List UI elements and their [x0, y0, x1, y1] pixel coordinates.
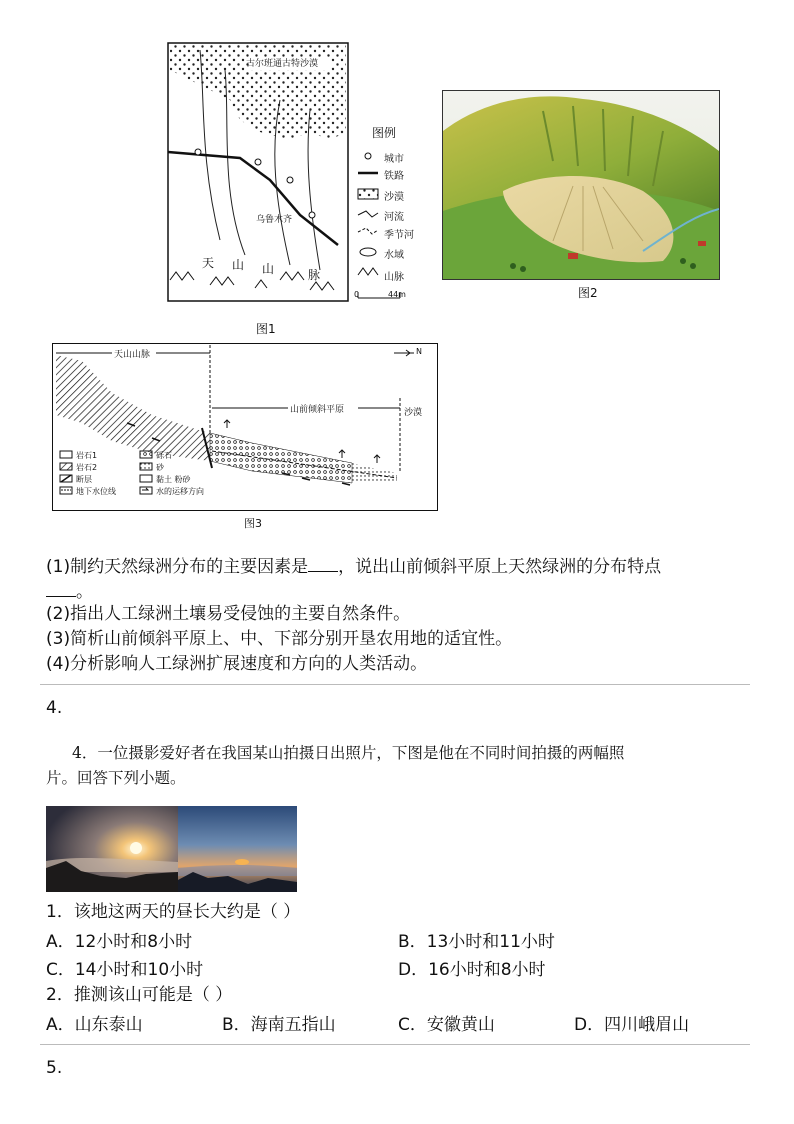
section-4-stem-line1: 4．一位摄影爱好者在我国某山拍摄日出照片，下图是他在不同时间拍摄的两幅照 — [72, 744, 625, 762]
legend-rock2: 岩石2 — [76, 463, 98, 472]
question-3-2: (2)指出人工绿洲土壤易受侵蚀的主要自然条件。 — [46, 604, 411, 624]
q1-option-a[interactable]: A．12小时和8小时 — [46, 932, 193, 952]
legend-rock1: 岩石1 — [76, 451, 98, 460]
question-3-4: (4)分析影响人工绿洲扩展速度和方向的人类活动。 — [46, 654, 428, 674]
section-4-stem-line2: 片。回答下列小题。 — [46, 769, 186, 787]
figure-3-cross-section — [52, 343, 438, 511]
legend-clay-silt: 黏土 粉砂 — [156, 475, 191, 484]
q1-option-c[interactable]: C．14小时和10小时 — [46, 960, 204, 980]
scale-zero: 0 — [354, 290, 360, 299]
figure-2-caption: 图2 — [578, 286, 598, 300]
question-3-1-part-b: ，说出山前倾斜平原上天然绿洲的分布特点 — [338, 557, 662, 577]
figure-1-caption: 图1 — [256, 322, 276, 336]
legend-water: 水域 — [384, 250, 404, 261]
figure-2-illustration — [442, 90, 720, 280]
legend-river: 河流 — [384, 212, 404, 223]
legend-seasonal-river: 季节河 — [384, 230, 414, 241]
mountain-char-3: 山 — [262, 262, 275, 276]
divider-2 — [40, 1044, 750, 1045]
question-3-1 — [46, 555, 661, 580]
desert-label: 古尔班通古特沙漠 — [246, 59, 319, 69]
city-label: 乌鲁木齐 — [256, 215, 293, 225]
q2-option-b[interactable]: B．海南五指山 — [222, 1015, 336, 1035]
legend-desert: 沙漠 — [384, 192, 404, 203]
legend-mountain: 山脉 — [384, 272, 404, 283]
label-piedmont-plain: 山前倾斜平原 — [290, 405, 345, 415]
mountain-char-1: 天 — [202, 256, 215, 270]
sunrise-photo-2-svg — [178, 806, 297, 892]
legend-gravel: 砾石 — [156, 451, 172, 460]
label-tianshan: 天山山脉 — [114, 350, 151, 360]
mountain-char-2: 山 — [232, 258, 245, 272]
scale-value: 44m — [388, 290, 406, 299]
question-3-3: (3)简析山前倾斜平原上、中、下部分别开垦农用地的适宜性。 — [46, 629, 513, 649]
figure-3-caption: 图3 — [244, 517, 262, 530]
q1-option-b[interactable]: B．13小时和11小时 — [398, 932, 555, 952]
section-4-question-1: 1．该地这两天的昼长大约是（ ） — [46, 902, 301, 922]
section-4-number: 4. — [46, 698, 63, 718]
legend-city: 城市 — [384, 154, 404, 165]
question-3-1-part-c: 。 — [76, 582, 93, 602]
legend-water-flow: 水的运移方向 — [156, 487, 204, 496]
q2-option-a[interactable]: A．山东泰山 — [46, 1015, 143, 1035]
question-3-1-part-a: (1)制约天然绿洲分布的主要因素是 — [46, 557, 309, 577]
legend-fault: 断层 — [76, 475, 92, 484]
label-desert: 沙漠 — [404, 408, 423, 418]
q2-option-d[interactable]: D．四川峨眉山 — [574, 1015, 690, 1035]
north-arrow-label: N — [416, 347, 422, 356]
answer-blank-2[interactable] — [46, 582, 76, 597]
sunrise-photo-1 — [46, 806, 178, 892]
q1-option-d[interactable]: D．16小时和8小时 — [398, 960, 546, 980]
sunrise-photo-1-svg — [46, 806, 178, 892]
mountain-char-4: 脉 — [308, 268, 321, 282]
q2-option-c[interactable]: C．安徽黄山 — [398, 1015, 495, 1035]
sunrise-photo-2 — [178, 806, 297, 892]
figure-2-svg — [443, 91, 719, 279]
section-5-number: 5. — [46, 1058, 63, 1078]
section-4-question-2: 2．推测该山可能是（ ） — [46, 985, 233, 1005]
legend-title: 图例 — [372, 126, 397, 140]
legend-water-table: 地下水位线 — [76, 487, 116, 496]
legend-railway: 铁路 — [384, 171, 404, 182]
answer-blank-1[interactable] — [308, 557, 338, 572]
figure-1-map — [160, 40, 430, 310]
legend-sand: 砂 — [156, 463, 164, 472]
divider-1 — [40, 684, 750, 685]
